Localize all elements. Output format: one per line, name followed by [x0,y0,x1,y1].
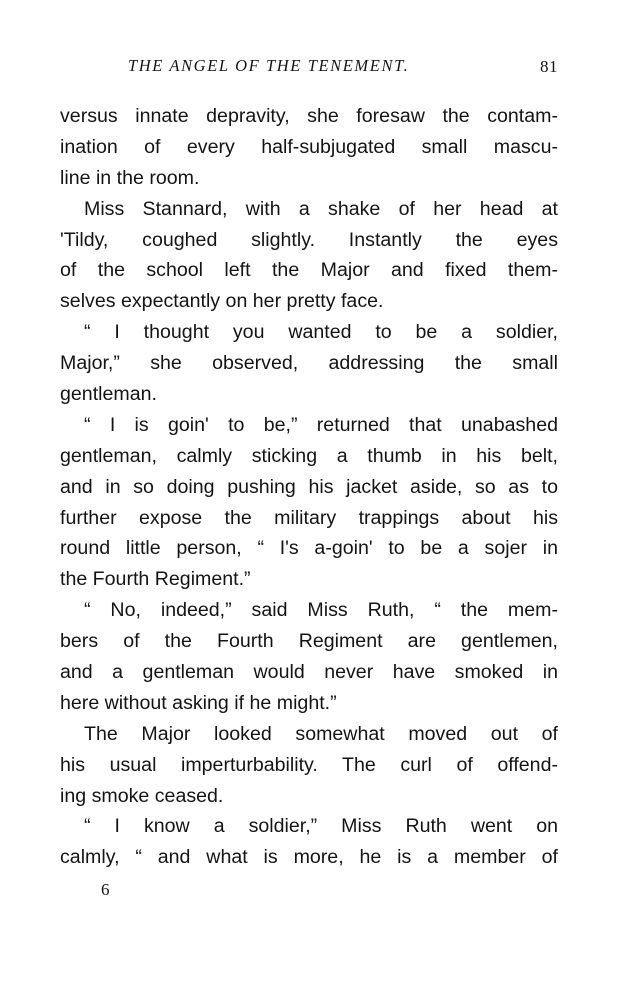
text-line: The Major looked somewhat moved out of [84,722,558,745]
text-line: calmly, “ and what is more, he is a member of [60,846,558,869]
text-line: ing smoke ceased. [60,784,224,807]
text-line: of the school left the Major and fixed them- [60,259,558,282]
text-line: the Fourth Regiment.” [60,568,251,591]
text-line: and in so doing pushing his jacket aside, so as to [60,475,558,498]
text-line: selves expectantly on her pretty face. [60,290,384,313]
text-line: “ I know a soldier,” Miss Ruth went on [84,815,558,838]
text-line: ination of every half-subjugated small mascu- [60,135,558,158]
text-line: “ I is goin' to be,” returned that unabashed [84,413,558,436]
body-text [60,101,558,873]
text-line: gentleman, calmly sticking a thumb in his belt, [60,444,558,467]
text-line: his usual imperturbability. The curl of offend- [60,753,558,776]
text-line: and a gentleman would never have smoked in [60,661,558,684]
text-line: Miss Stannard, with a shake of her head at [84,197,558,220]
text-line: “ No, indeed,” said Miss Ruth, “ the mem- [84,599,558,622]
text-line: bers of the Fourth Regiment are gentlemen, [60,630,558,653]
running-title: THE ANGEL OF THE TENEMENT. [128,56,410,75]
text-line: gentleman. [60,383,157,406]
text-line: 'Tildy, coughed slightly. Instantly the eyes [60,228,558,251]
text-line: line in the room. [60,166,200,189]
text-line: further expose the military trappings about his [60,506,558,529]
text-line: Major,” she observed, addressing the small [60,352,558,375]
text-line: round little person, “ I's a-goin' to be a sojer in [60,537,558,560]
text-line: “ I thought you wanted to be a soldier, [84,321,558,344]
text-line: here without asking if he might.” [60,691,337,714]
page-number: 81 [540,57,558,76]
signature-mark: 6 [101,880,110,899]
text-line: versus innate depravity, she foresaw the contam- [60,105,558,127]
running-head [60,56,558,86]
